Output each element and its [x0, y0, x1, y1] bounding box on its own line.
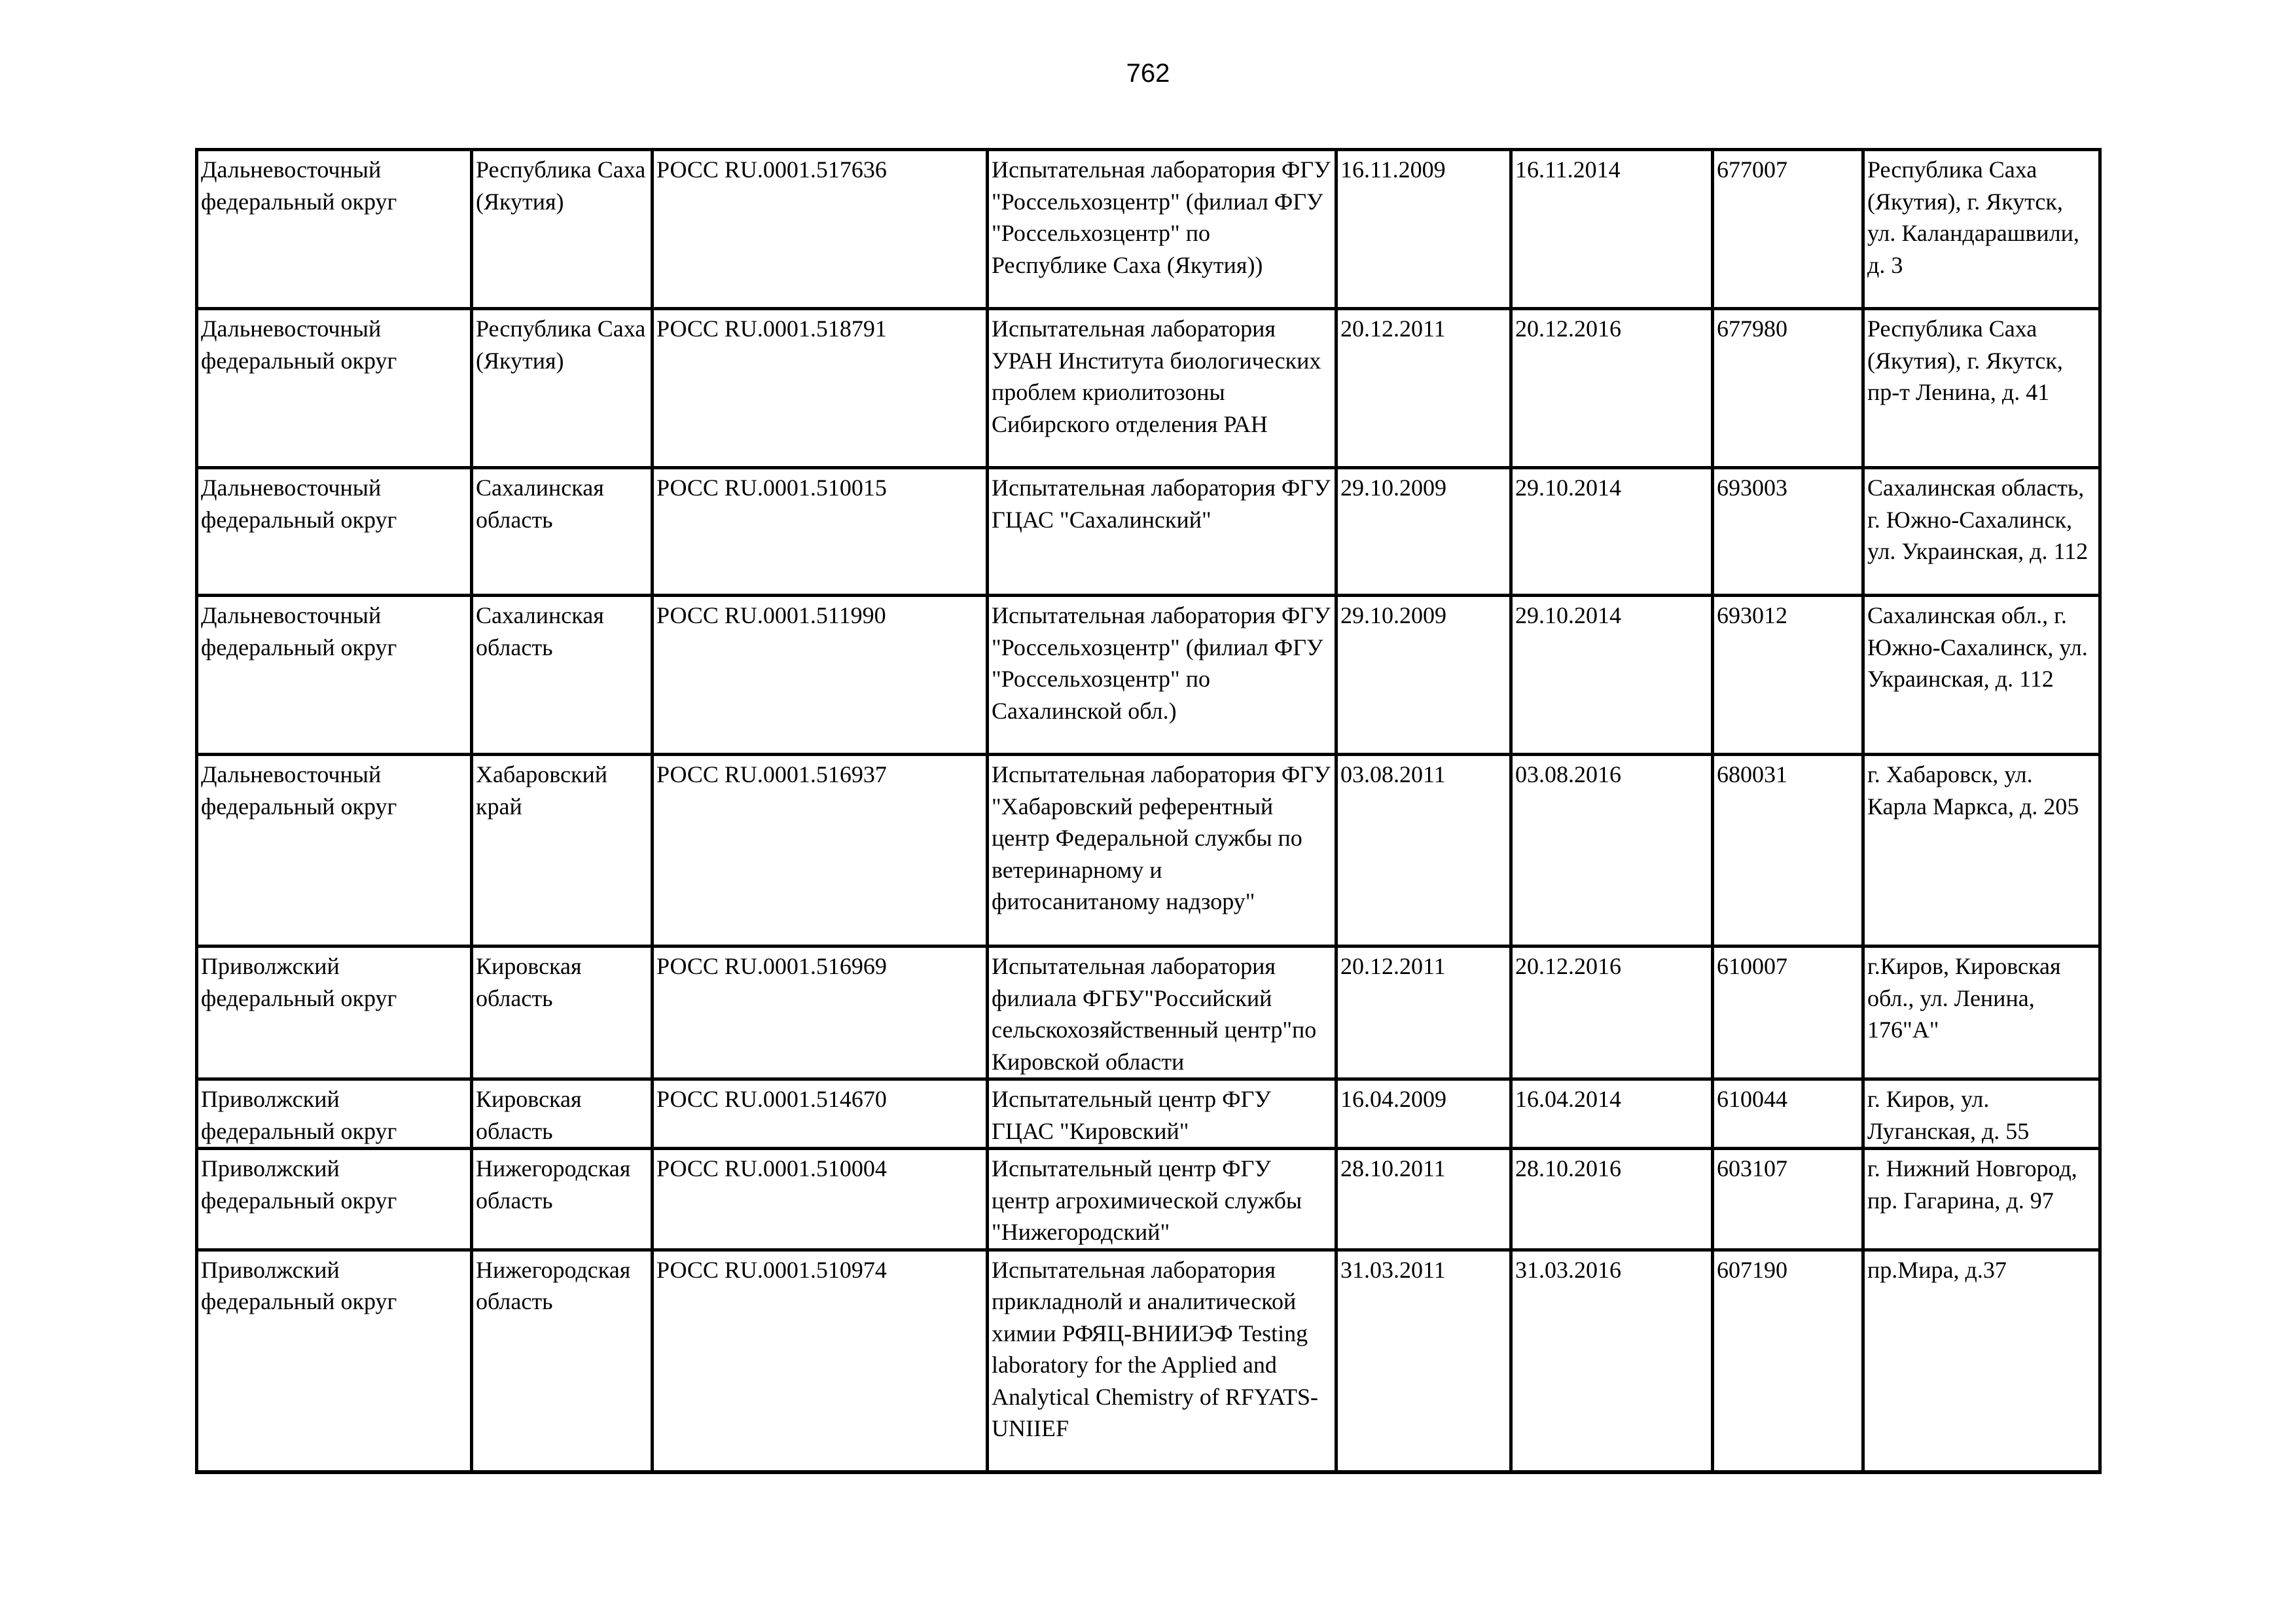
- expiry-date-cell: 29.10.2014: [1511, 468, 1713, 596]
- issue-date-cell: 29.10.2009: [1336, 596, 1511, 755]
- postcode-cell: 680031: [1713, 755, 1863, 947]
- postcode-cell: 603107: [1713, 1149, 1863, 1250]
- region-cell: Республика Саха (Якутия): [472, 309, 653, 468]
- laboratory-name-cell: Испытательная лаборатория ФГУ "Хабаровский референтный центр Федеральной службы по ветеринарному и фитосанитаному надзору": [988, 755, 1336, 947]
- address-cell: г. Нижний Новгород, пр. Гагарина, д. 97: [1863, 1149, 2100, 1250]
- address-cell: Республика Саха (Якутия), г. Якутск, пр-т Ленина, д. 41: [1863, 309, 2100, 468]
- table-row: [197, 468, 2100, 596]
- expiry-date-cell: 16.11.2014: [1511, 150, 1713, 309]
- region-cell: Кировская область: [472, 1079, 653, 1149]
- address-cell: Сахалинская обл., г. Южно-Сахалинск, ул. Украинская, д. 112: [1863, 596, 2100, 755]
- issue-date-cell: 31.03.2011: [1336, 1250, 1511, 1472]
- table-row: [197, 755, 2100, 947]
- postcode-cell: 677007: [1713, 150, 1863, 309]
- district-cell: Дальневосточный федеральный округ: [197, 309, 472, 468]
- table-row: [197, 1250, 2100, 1472]
- laboratory-registry-table: [195, 148, 2102, 1474]
- postcode-cell: 677980: [1713, 309, 1863, 468]
- laboratory-name-cell: Испытательная лаборатория ФГУ ГЦАС "Сахалинский": [988, 468, 1336, 596]
- expiry-date-cell: 29.10.2014: [1511, 596, 1713, 755]
- laboratory-name-cell: Испытательная лаборатория прикладнолй и аналитической химии РФЯЦ-ВНИИЭФ Testing laboratory for the Applied and Analytical Chemistry of RFYATS-UNIIEF: [988, 1250, 1336, 1472]
- issue-date-cell: 20.12.2011: [1336, 309, 1511, 468]
- laboratory-name-cell: Испытательный центр ФГУ центр агрохимической службы "Нижегородский": [988, 1149, 1336, 1250]
- region-cell: Кировская область: [472, 947, 653, 1079]
- certificate-number-cell: РОСС RU.0001.516969: [653, 947, 988, 1079]
- address-cell: пр.Мира, д.37: [1863, 1250, 2100, 1472]
- laboratory-name-cell: Испытательная лаборатория филиала ФГБУ"Российский сельскохозяйственный центр"по Кировской области: [988, 947, 1336, 1079]
- region-cell: Нижегородская область: [472, 1149, 653, 1250]
- table-row: [197, 596, 2100, 755]
- table-row: [197, 947, 2100, 1079]
- district-cell: Дальневосточный федеральный округ: [197, 150, 472, 309]
- certificate-number-cell: РОСС RU.0001.516937: [653, 755, 988, 947]
- expiry-date-cell: 16.04.2014: [1511, 1079, 1713, 1149]
- postcode-cell: 607190: [1713, 1250, 1863, 1472]
- district-cell: Приволжский федеральный округ: [197, 947, 472, 1079]
- certificate-number-cell: РОСС RU.0001.511990: [653, 596, 988, 755]
- certificate-number-cell: РОСС RU.0001.518791: [653, 309, 988, 468]
- table-row: [197, 150, 2100, 309]
- certificate-number-cell: РОСС RU.0001.510004: [653, 1149, 988, 1250]
- table-row: [197, 1079, 2100, 1149]
- region-cell: Сахалинская область: [472, 468, 653, 596]
- expiry-date-cell: 28.10.2016: [1511, 1149, 1713, 1250]
- certificate-number-cell: РОСС RU.0001.510974: [653, 1250, 988, 1472]
- region-cell: Хабаровский край: [472, 755, 653, 947]
- certificate-number-cell: РОСС RU.0001.514670: [653, 1079, 988, 1149]
- table-row: [197, 309, 2100, 468]
- district-cell: Приволжский федеральный округ: [197, 1250, 472, 1472]
- postcode-cell: 610044: [1713, 1079, 1863, 1149]
- district-cell: Дальневосточный федеральный округ: [197, 468, 472, 596]
- region-cell: Нижегородская область: [472, 1250, 653, 1472]
- issue-date-cell: 28.10.2011: [1336, 1149, 1511, 1250]
- postcode-cell: 693003: [1713, 468, 1863, 596]
- expiry-date-cell: 03.08.2016: [1511, 755, 1713, 947]
- region-cell: Республика Саха (Якутия): [472, 150, 653, 309]
- issue-date-cell: 16.04.2009: [1336, 1079, 1511, 1149]
- certificate-number-cell: РОСС RU.0001.510015: [653, 468, 988, 596]
- laboratory-name-cell: Испытательный центр ФГУ ГЦАС "Кировский": [988, 1079, 1336, 1149]
- laboratory-name-cell: Испытательная лаборатория ФГУ "Россельхозцентр" (филиал ФГУ "Россельхозцентр" по Республике Саха (Якутия)): [988, 150, 1336, 309]
- district-cell: Приволжский федеральный округ: [197, 1149, 472, 1250]
- expiry-date-cell: 20.12.2016: [1511, 309, 1713, 468]
- laboratory-name-cell: Испытательная лаборатория ФГУ "Россельхозцентр" (филиал ФГУ "Россельхозцентр" по Сахалинской обл.): [988, 596, 1336, 755]
- issue-date-cell: 20.12.2011: [1336, 947, 1511, 1079]
- address-cell: Республика Саха (Якутия), г. Якутск, ул. Каландарашвили, д. 3: [1863, 150, 2100, 309]
- district-cell: Приволжский федеральный округ: [197, 1079, 472, 1149]
- issue-date-cell: 16.11.2009: [1336, 150, 1511, 309]
- district-cell: Дальневосточный федеральный округ: [197, 596, 472, 755]
- district-cell: Дальневосточный федеральный округ: [197, 755, 472, 947]
- address-cell: г.Киров, Кировская обл., ул. Ленина, 176"А": [1863, 947, 2100, 1079]
- region-cell: Сахалинская область: [472, 596, 653, 755]
- postcode-cell: 693012: [1713, 596, 1863, 755]
- expiry-date-cell: 20.12.2016: [1511, 947, 1713, 1079]
- issue-date-cell: 03.08.2011: [1336, 755, 1511, 947]
- address-cell: г. Хабаровск, ул. Карла Маркса, д. 205: [1863, 755, 2100, 947]
- address-cell: Сахалинская область, г. Южно-Сахалинск, ул. Украинская, д. 112: [1863, 468, 2100, 596]
- expiry-date-cell: 31.03.2016: [1511, 1250, 1713, 1472]
- table-row: [197, 1149, 2100, 1250]
- page-number: 762: [1126, 59, 1170, 88]
- certificate-number-cell: РОСС RU.0001.517636: [653, 150, 988, 309]
- postcode-cell: 610007: [1713, 947, 1863, 1079]
- issue-date-cell: 29.10.2009: [1336, 468, 1511, 596]
- address-cell: г. Киров, ул. Луганская, д. 55: [1863, 1079, 2100, 1149]
- laboratory-name-cell: Испытательная лаборатория УРАН Института биологических проблем криолитозоны Сибирского отделения РАН: [988, 309, 1336, 468]
